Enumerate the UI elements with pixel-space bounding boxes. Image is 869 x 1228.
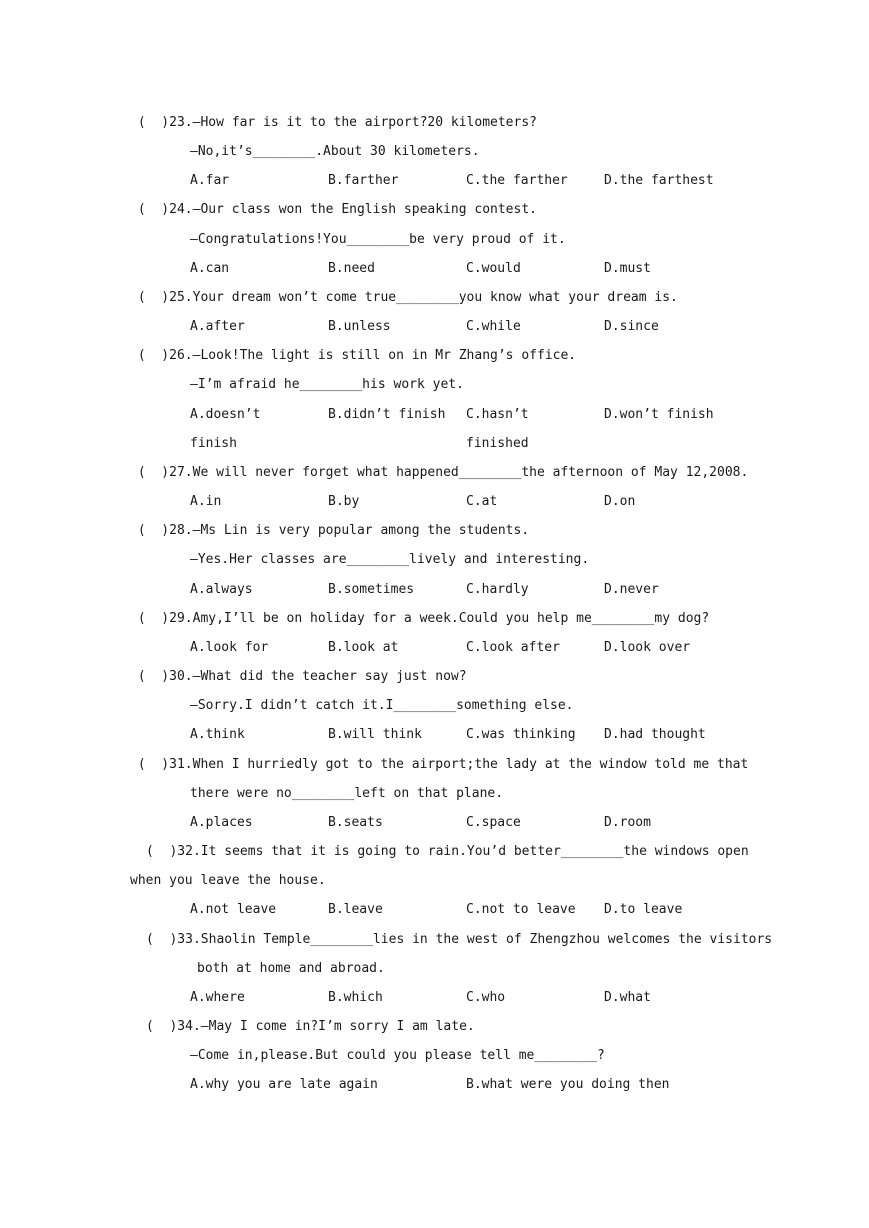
q27-option-d: D.on [604,494,636,509]
q26-option-a: A.doesn’t [190,407,261,422]
q32-option-b: B.leave [328,902,383,917]
q29-option-a: A.look for [190,640,269,655]
q34-option-a: A.why you are late again [190,1077,378,1092]
q25-option-b: B.unless [328,319,391,334]
q27-option-b: B.by [328,494,360,509]
q33-option-d: D.what [604,990,651,1005]
q26-option-c-cont: finished [466,436,529,451]
q28-option-b: B.sometimes [328,582,415,597]
q31-option-b: B.seats [328,815,383,830]
q34-option-b: B.what were you doing then [466,1077,670,1092]
q32-stem-line1: ( )32.It seems that it is going to rain.You’d better________the windows open [146,844,749,859]
q29-option-b: B.look at [328,640,399,655]
q30-stem-line2: —Sorry.I didn’t catch it.I________something else. [190,698,574,713]
q33-option-b: B.which [328,990,383,1005]
q31-stem-line1: ( )31.When I hurriedly got to the airport;the lady at the window told me that [130,757,749,772]
q23-option-b: B.farther [328,173,399,188]
q32-stem-line2: when you leave the house. [130,873,326,888]
q33-option-c: C.who [466,990,506,1005]
q32-option-c: C.not to leave [466,902,576,917]
q31-option-c: C.space [466,815,521,830]
q29-stem-line1: ( )29.Amy,I’ll be on holiday for a week.Could you help me________my dog? [130,611,710,626]
q25-stem-line1: ( )25.Your dream won’t come true________you know what your dream is. [130,290,678,305]
q23-option-c: C.the farther [466,173,568,188]
q30-option-c: C.was thinking [466,727,576,742]
q26-option-c: C.hasn’t [466,407,529,422]
q28-option-a: A.always [190,582,253,597]
q30-option-a: A.think [190,727,245,742]
q23-option-d: D.the farthest [604,173,714,188]
q32-option-d: D.to leave [604,902,683,917]
q25-option-a: A.after [190,319,245,334]
q34-stem-line2: —Come in,please.But could you please tell me________? [190,1048,605,1063]
q31-option-d: D.room [604,815,651,830]
q31-stem-line2: there were no________left on that plane. [190,786,504,801]
q31-option-a: A.places [190,815,253,830]
q30-stem-line1: ( )30.—What did the teacher say just now? [130,669,467,684]
q26-option-a-cont: finish [190,436,237,451]
q28-stem-line1: ( )28.—Ms Lin is very popular among the students. [130,523,530,538]
q24-option-b: B.need [328,261,375,276]
q29-option-c: C.look after [466,640,560,655]
q25-option-d: D.since [604,319,659,334]
q24-stem-line1: ( )24.—Our class won the English speaking contest. [130,202,537,217]
q28-stem-line2: —Yes.Her classes are________lively and interesting. [190,552,590,567]
q28-option-d: D.never [604,582,659,597]
q27-option-a: A.in [190,494,222,509]
q33-stem-line1: ( )33.Shaolin Temple________lies in the west of Zhengzhou welcomes the visitors [146,932,773,947]
q27-stem-line1: ( )27.We will never forget what happened________the afternoon of May 12,2008. [130,465,749,480]
q24-option-c: C.would [466,261,521,276]
q29-option-d: D.look over [604,640,691,655]
q26-stem-line2: —I’m afraid he________his work yet. [190,377,464,392]
q25-option-c: C.while [466,319,521,334]
q34-stem-line1: ( )34.—May I come in?I’m sorry I am late. [146,1019,475,1034]
q27-option-c: C.at [466,494,498,509]
q26-option-b: B.didn’t finish [328,407,446,422]
q24-option-d: D.must [604,261,651,276]
q30-option-b: B.will think [328,727,422,742]
q24-stem-line2: —Congratulations!You________be very proud of it. [190,232,566,247]
q32-option-a: A.not leave [190,902,277,917]
q26-stem-line1: ( )26.—Look!The light is still on in Mr Zhang’s office. [130,348,577,363]
q30-option-d: D.had thought [604,727,706,742]
q28-option-c: C.hardly [466,582,529,597]
q24-option-a: A.can [190,261,230,276]
q33-stem-line2: both at home and abroad. [197,961,385,976]
q26-option-d: D.won’t finish [604,407,714,422]
q23-option-a: A.far [190,173,230,188]
q23-stem-line1: ( )23.—How far is it to the airport?20 kilometers? [130,115,537,130]
q23-stem-line2: —No,it’s________.About 30 kilometers. [190,144,480,159]
q33-option-a: A.where [190,990,245,1005]
